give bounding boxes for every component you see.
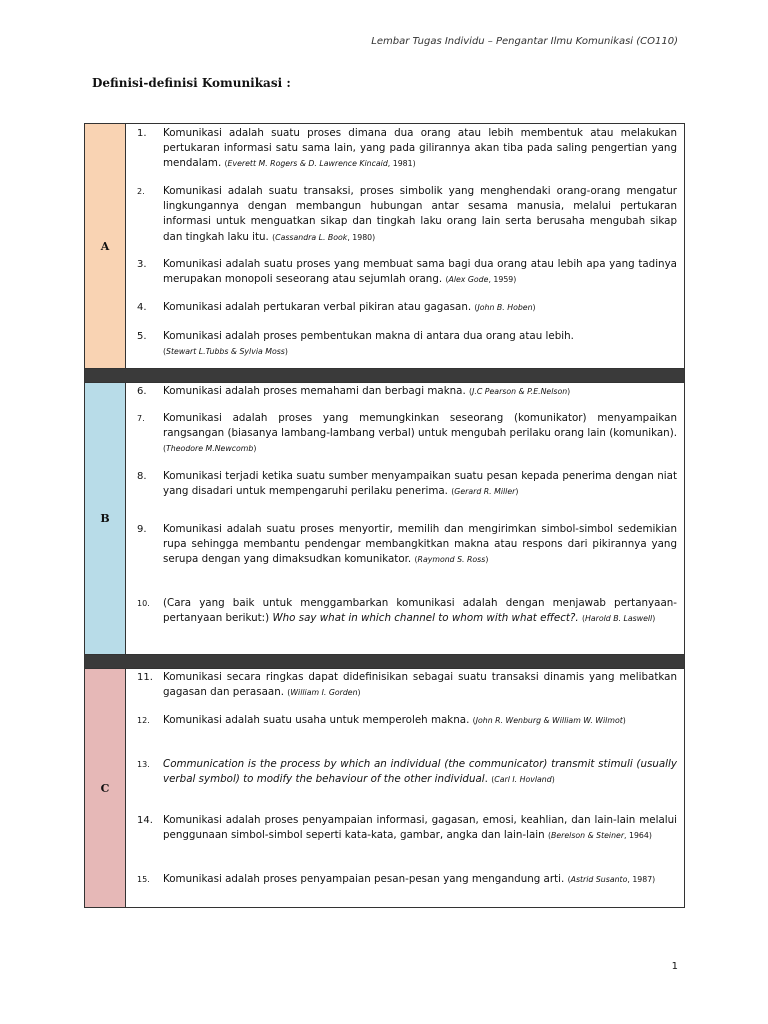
item-citation: Everett M. Rogers & D. Lawrence Kincaid <box>227 159 388 169</box>
section-a <box>85 124 684 369</box>
item-number: 9. <box>137 524 147 535</box>
item-text-italic: Who say what in which channel to whom with what effect?. <box>272 612 579 625</box>
item-year: ) <box>551 775 555 785</box>
item-number: 11. <box>137 672 153 683</box>
section-a-label: A <box>85 124 126 368</box>
item-citation: Raymond S. Ross <box>417 555 486 565</box>
item-citation: John R. Wenburg & William W. Wilmot <box>475 716 623 725</box>
section-b <box>85 383 684 655</box>
definition-item: 7. Komunikasi adalah proses yang memungkinkan seseorang (komunikator) menyampaikan rangsangan (biasanya lambang-lambang verbal) untuk mengubah perilaku orang lain (komunikan). (Theodore M.Newcomb) <box>137 412 677 454</box>
item-number: 2. <box>137 187 145 196</box>
item-year: ) <box>622 716 626 725</box>
item-text: Komunikasi terjadi ketika suatu sumber menyampaikan suatu pesan kepada penerima dengan niat yang disadari untuk mempengaruhi perilaku penerima. <box>163 470 677 498</box>
definition-item: 11. Komunikasi secara ringkas dapat didefinisikan sebagai suatu transaksi dinamis yang melibatkan gagasan dan perasaan. (William I. Gorden) <box>137 671 677 699</box>
item-year: ) <box>515 487 519 497</box>
item-text: Komunikasi adalah suatu transaksi, proses simbolik yang menghendaki orang-orang mengatur lingkungannya dengan membangun hubungan antar sesama manusia, melalui pertukaran informasi untuk menguatkan sikap dan tingkah laku orang lain serta berusaha mengubah sikap dan tingkah laku itu. <box>163 185 677 243</box>
definition-item: 3. Komunikasi adalah suatu proses yang membuat sama bagi dua orang atau lebih apa yang tadinya merupakan monopoli seseorang atau sejumlah orang. (Alex Gode, 1959) <box>137 258 677 286</box>
item-citation: Cassandra L. Book <box>275 232 348 242</box>
item-text: . <box>484 773 488 786</box>
item-number: 14. <box>137 815 153 826</box>
section-c-label: C <box>85 669 126 907</box>
item-number: 10. <box>137 599 150 608</box>
item-year: ) <box>567 387 571 396</box>
definition-item: 1. Komunikasi adalah suatu proses dimana dua orang atau lebih membentuk atau melakukan pertukaran informasi satu sama lain, yang pada gilirannya akan tiba pada saling pengertian yang mendalam. (Everett M. Rogers & D. Lawrence Kincaid, 1981) <box>137 127 677 170</box>
item-number: 4. <box>137 302 147 313</box>
item-year: ) <box>532 303 536 312</box>
item-year: ) <box>284 347 288 357</box>
item-text: Komunikasi adalah proses pembentukan makna di antara dua orang atau lebih. <box>163 330 574 342</box>
section-c <box>85 669 684 907</box>
item-text: Komunikasi adalah proses memahami dan berbagi makna. <box>163 385 466 397</box>
item-citation: Gerard R. Miller <box>454 487 516 497</box>
item-text: Komunikasi adalah proses yang memungkinkan seseorang (komunikator) menyampaikan rangsangan (biasanya lambang-lambang verbal) untuk mengubah perilaku orang lain (komunikan). <box>163 412 677 440</box>
item-year: ) <box>652 614 656 624</box>
item-citation: John B. Hoben <box>477 303 533 312</box>
page-number: 1 <box>671 961 678 972</box>
definition-item: 13. Communication is the process by which an individual (the communicator) transmit stimuli (usually verbal symbol) to modify the behaviour of the other individual. (Carl I. Hovland) <box>137 758 677 786</box>
item-text: Komunikasi secara ringkas dapat didefinisikan sebagai suatu transaksi dinamis yang melibatkan gagasan dan perasaan. <box>163 671 677 699</box>
item-text: Komunikasi adalah suatu usaha untuk memperoleh makna. <box>163 714 470 726</box>
item-text: Komunikasi adalah suatu proses yang membuat sama bagi dua orang atau lebih apa yang tadinya merupakan monopoli seseorang atau sejumlah orang. <box>163 258 677 286</box>
item-year: ) <box>485 555 489 565</box>
item-year: ) <box>357 688 361 698</box>
item-citation: Carl I. Hovland <box>494 775 552 785</box>
item-year: , 1980) <box>347 232 376 242</box>
item-number: 8. <box>137 471 147 482</box>
item-number: 7. <box>137 414 145 423</box>
page-title: Definisi-definisi Komunikasi : <box>92 76 291 90</box>
item-year: , 1959) <box>488 275 517 285</box>
item-number: 5. <box>137 331 147 342</box>
item-number: 1. <box>137 128 147 139</box>
definitions-table <box>84 123 685 908</box>
item-year: , 1981) <box>387 159 416 169</box>
definition-item: 4. Komunikasi adalah pertukaran verbal pikiran atau gagasan. (John B. Hoben) <box>137 300 677 315</box>
item-year: , 1987) <box>627 875 656 884</box>
item-number: 12. <box>137 716 150 725</box>
definition-item: 10. (Cara yang baik untuk menggambarkan komunikasi adalah dengan menjawab pertanyaan-pertanyaan berikut:) Who say what in which channel to whom with what effect?. (Harold B. Laswell) <box>137 597 677 625</box>
definition-item: 8. Komunikasi terjadi ketika suatu sumber menyampaikan suatu pesan kepada penerima dengan niat yang disadari untuk mempengaruhi perilaku penerima. (Gerard R. Miller) <box>137 470 677 498</box>
section-separator <box>85 655 684 669</box>
item-number: 13. <box>137 760 150 769</box>
item-citation: Astrid Susanto <box>570 875 628 884</box>
item-text: Komunikasi adalah suatu proses menyortir, memilih dan mengirimkan simbol-simbol sedemikian rupa sehingga membantu pendengar membangkitkan makna atau respons dari pikirannya yang serupa dengan yang dimaksudkan komunikator. <box>163 523 677 566</box>
item-number: 3. <box>137 259 147 270</box>
item-citation: Berelson & Steiner <box>551 831 625 841</box>
item-citation: J.C Pearson & P.E.Nelson <box>472 387 568 396</box>
definition-item: 2. Komunikasi adalah suatu transaksi, proses simbolik yang menghendaki orang-orang mengatur lingkungannya dengan membangun hubungan antar sesama manusia, melalui pertukaran informasi untuk menguatkan sikap dan tingkah laku orang lain serta berusaha mengubah sikap dan tingkah laku itu. (Cassandra L. Book, 1980) <box>137 185 677 243</box>
item-citation: William I. Gorden <box>290 688 358 698</box>
item-text: Komunikasi adalah pertukaran verbal pikiran atau gagasan. <box>163 301 472 313</box>
definition-item: 15. Komunikasi adalah proses penyampaian pesan-pesan yang mengandung arti. (Astrid Susanto, 1987) <box>137 872 677 887</box>
item-year: , 1964) <box>624 831 652 841</box>
item-citation: Alex Gode <box>448 275 489 285</box>
document-header: Lembar Tugas Individu – Pengantar Ilmu Komunikasi (CO110) <box>371 36 678 47</box>
item-citation: Harold B. Laswell <box>585 614 653 624</box>
section-separator <box>85 369 684 383</box>
item-citation: Stewart L.Tubbs & Sylvia Moss <box>166 347 285 357</box>
item-text-italic: Communication is the process by which an individual (the communicator) transmit stimuli (usually verbal symbol) to modify the behaviour of the other individual <box>163 758 677 786</box>
item-text: (Cara yang baik untuk menggambarkan komunikasi adalah dengan menjawab pertanyaan-pertanyaan berikut:) <box>163 597 677 625</box>
definition-item: 9. Komunikasi adalah suatu proses menyortir, memilih dan mengirimkan simbol-simbol sedemikian rupa sehingga membantu pendengar membangkitkan makna atau respons dari pikirannya yang serupa dengan yang dimaksudkan komunikator. (Raymond S. Ross) <box>137 523 677 566</box>
item-text: Komunikasi adalah suatu proses dimana dua orang atau lebih membentuk atau melakukan pertukaran informasi satu sama lain, yang pada gilirannya akan tiba pada saling pengertian yang mendalam. <box>163 127 677 170</box>
item-citation: Theodore M.Newcomb <box>166 444 254 454</box>
item-text: Komunikasi adalah proses penyampaian pesan-pesan yang mengandung arti. <box>163 873 565 885</box>
section-b-label: B <box>85 383 126 654</box>
definition-item: 12. Komunikasi adalah suatu usaha untuk memperoleh makna. (John R. Wenburg & William W. Wilmot) <box>137 713 677 728</box>
definition-item: 5. Komunikasi adalah proses pembentukan makna di antara dua orang atau lebih. (Stewart L.Tubbs & Sylvia Moss) <box>137 330 574 357</box>
item-text: Komunikasi adalah proses penyampaian informasi, gagasan, emosi, keahlian, dan lain-lain melalui penggunaan simbol-simbol seperti kata-kata, gambar, angka dan lain-lain <box>163 814 677 842</box>
definition-item: 6. Komunikasi adalah proses memahami dan berbagi makna. (J.C Pearson & P.E.Nelson) <box>137 384 677 399</box>
item-number: 15. <box>137 875 150 884</box>
definition-item: 14. Komunikasi adalah proses penyampaian informasi, gagasan, emosi, keahlian, dan lain-lain melalui penggunaan simbol-simbol seperti kata-kata, gambar, angka dan lain-lain (Berelson & Steiner, 1964) <box>137 814 677 842</box>
item-year: ) <box>253 444 257 454</box>
item-number: 6. <box>137 386 147 397</box>
